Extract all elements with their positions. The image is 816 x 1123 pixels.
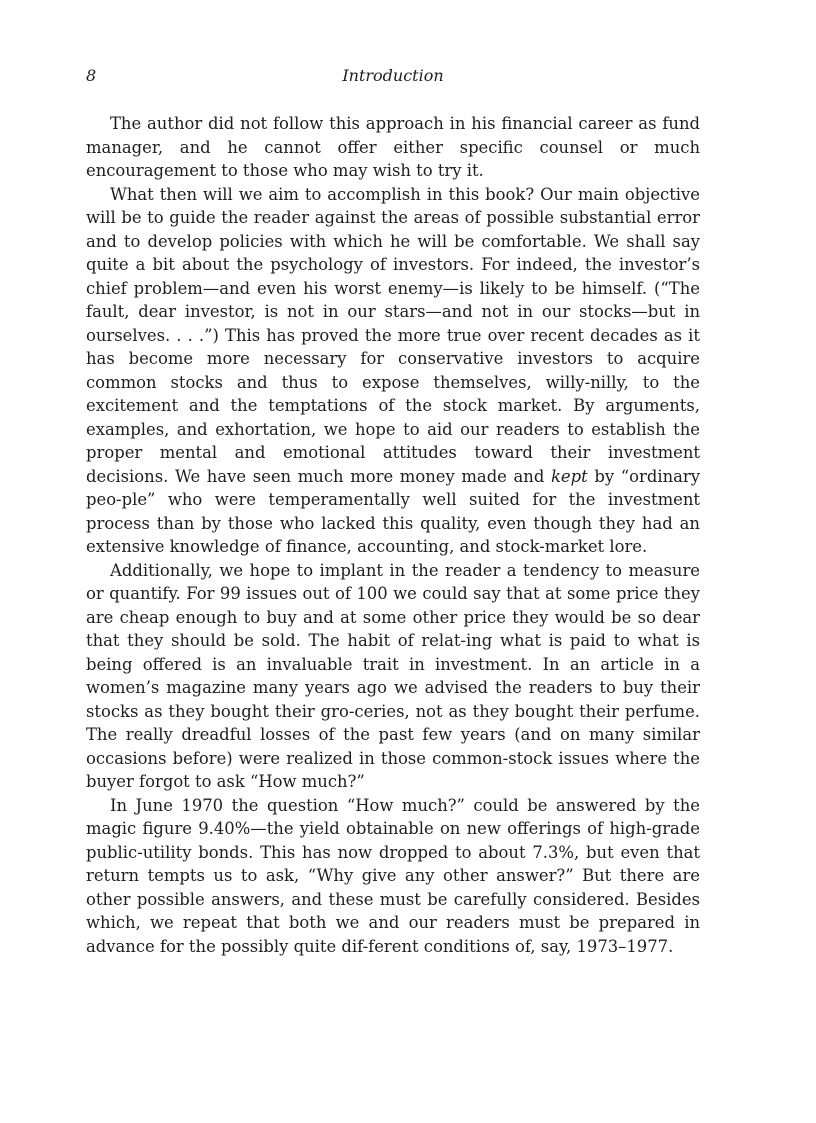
paragraph-aims-text-after: by “ordinary peo-ple” who were temperamentally well suited for the investment process than by those who lacked this quality, even though they had an extensive knowledge of finance, accounting, and stock-market lore.: [86, 466, 700, 556]
paragraph-aims-text: What then will we aim to accomplish in this book? Our main objective will be to guide the reader against the areas of possible substantial error and to develop policies with which he will be comfortable. We shall say quite a bit about the psychology of investors. For indeed, the investor’s chief problem—and even his worst enemy—is likely to be himself. (“The fault, dear investor, is not in our stars—and not in our stocks—but in ourselves. . . .”) This has proved the more true over recent decades as it has become more necessary for conservative investors to acquire common stocks and thus to expose themselves, willy-nilly, to the excitement and the temptations of the stock market. By arguments, examples, and exhortation, we hope to aid our readers to establish the proper mental and emotional attitudes toward their investment decisions. We have seen much more money made and: [86, 184, 700, 486]
paragraph-how-much: In June 1970 the question “How much?” could be answered by the magic figure 9.40%—the yield obtainable on new offerings of high-grade public-utility bonds. This has now dropped to about 7.3%, but even that return tempts us to ask, “Why give any other answer?” But there are other possible answers, and these must be carefully considered. Besides which, we repeat that both we and our readers must be prepared in advance for the possibly quite dif-ferent conditions of, say, 1973–1977.: [86, 795, 700, 956]
running-head: [86, 64, 700, 92]
section-title: Introduction: [342, 66, 444, 85]
book-page: [86, 64, 700, 958]
paragraph-aims: [86, 183, 700, 559]
page-number: 8: [86, 66, 97, 85]
emphasis-kept: kept: [551, 466, 588, 486]
paragraph-approach: The author did not follow this approach in his financial career as fund manager, and he cannot offer either specific counsel or much encouragement to those who may wish to try it.: [86, 114, 700, 180]
body-text: [86, 112, 700, 958]
paragraph-quantify: Additionally, we hope to implant in the reader a tendency to measure or quantify. For 99 issues out of 100 we could say that at some price they are cheap enough to buy and at some other price they would be so dear that they should be sold. The habit of relat-ing what is paid to what is being offered is an invaluable trait in investment. In an article in a women’s magazine many years ago we advised the readers to buy their stocks as they bought their gro-ceries, not as they bought their perfume. The really dreadful losses of the past few years (and on many similar occasions before) were realized in those common-stock issues where the buyer forgot to ask “How much?”: [86, 560, 700, 791]
